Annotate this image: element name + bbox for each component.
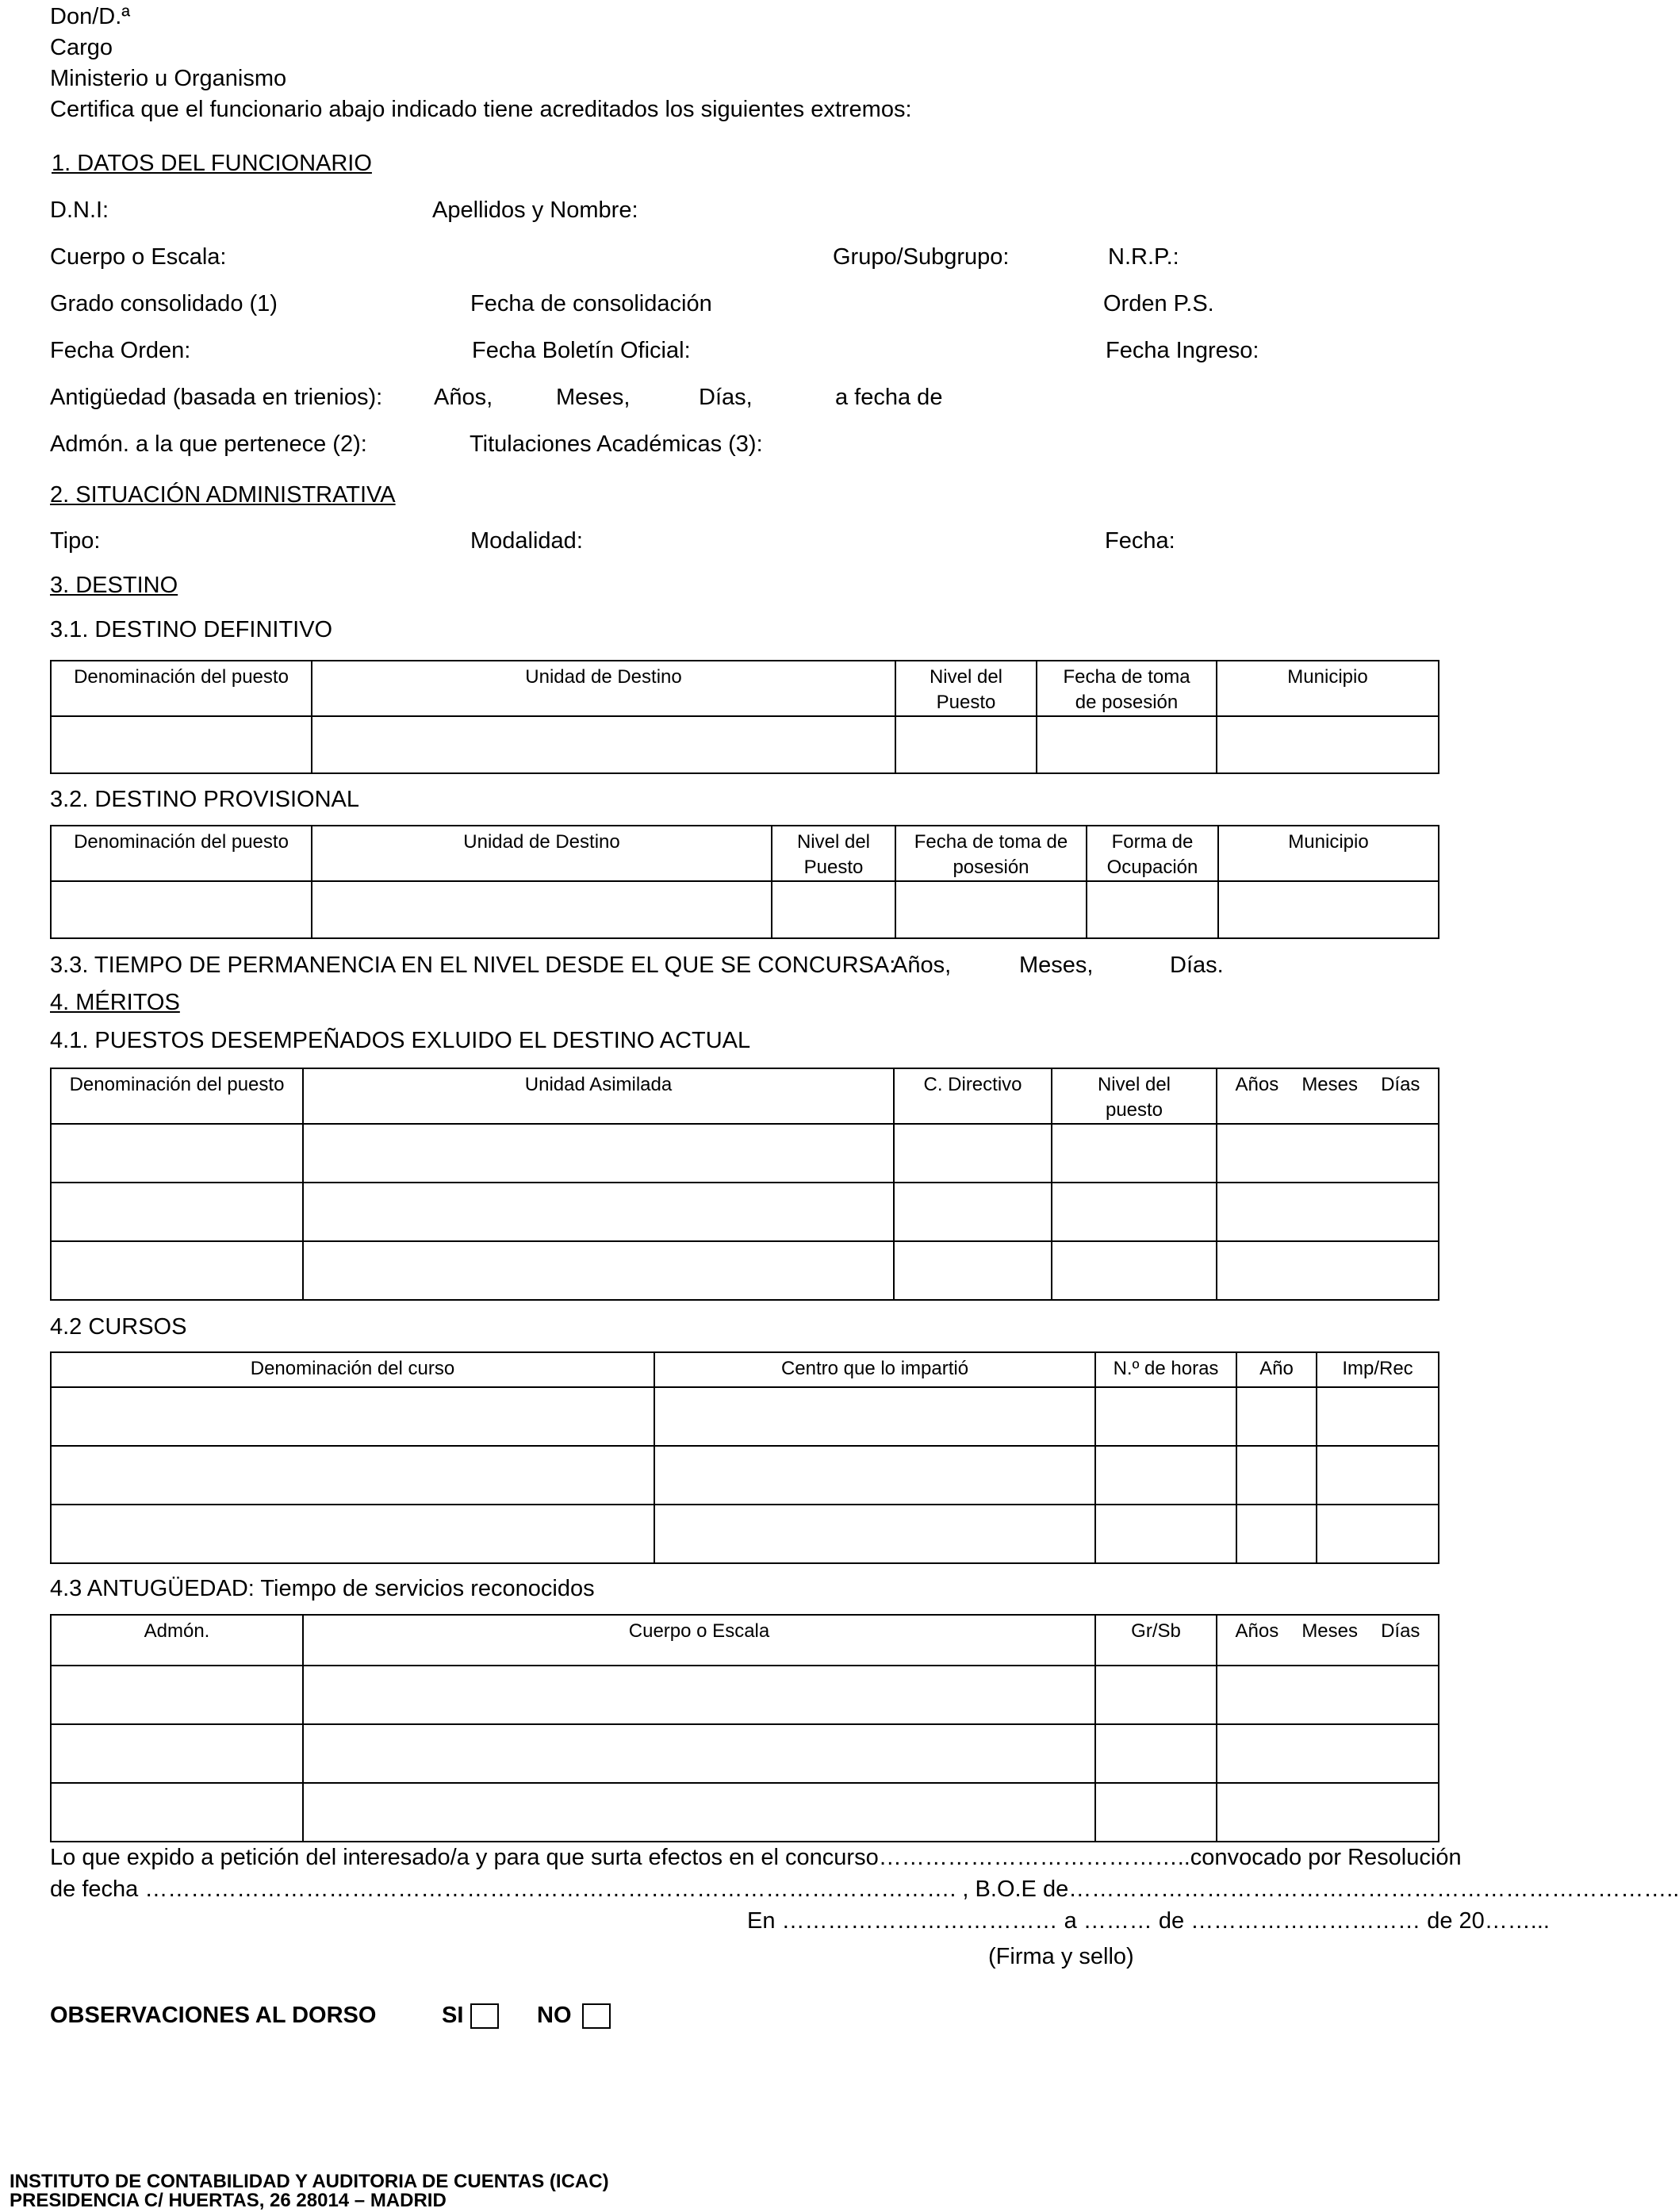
header-cell: Cuerpo o Escala <box>303 1615 1095 1666</box>
header-cell: Nivel del Puesto <box>895 661 1037 716</box>
header-cell: Centro que lo impartió <box>654 1352 1095 1387</box>
header-cell: Años Meses Días <box>1217 1068 1439 1124</box>
section-4-2-title: 4.2 CURSOS <box>50 1314 187 1340</box>
field-orden-ps: Orden P.S. <box>1103 291 1214 316</box>
footer-line-1: INSTITUTO DE CONTABILIDAD Y AUDITORIA DE CUENTAS (ICAC) <box>10 2171 609 2192</box>
header-cell: Unidad Asimilada <box>303 1068 894 1124</box>
field-tipo: Tipo: <box>50 528 101 554</box>
field-fecha-orden: Fecha Orden: <box>50 338 191 363</box>
field-antiguedad-anos: Años, <box>434 385 493 410</box>
closing-line-1: Lo que expido a petición del interesado/a y para que surta efectos en el concurso…………………………………..convocado por Resolución <box>50 1845 1462 1870</box>
table-row <box>51 1446 1439 1505</box>
field-nrp: N.R.P.: <box>1108 244 1179 270</box>
field-antiguedad-dias: Días, <box>699 385 753 410</box>
observaciones-si-checkbox[interactable] <box>470 2003 499 2029</box>
header-cell: Admón. <box>51 1615 303 1666</box>
table-cursos <box>50 1351 1439 1564</box>
observaciones-si-label: SI <box>442 2003 464 2028</box>
header-cell: Años Meses Días <box>1217 1615 1439 1666</box>
table-destino-definitivo <box>50 660 1439 774</box>
table-row <box>51 1241 1439 1300</box>
field-fecha-ingreso: Fecha Ingreso: <box>1106 338 1259 363</box>
header-cell: Nivel del puesto <box>1052 1068 1217 1124</box>
section-1-title: 1. DATOS DEL FUNCIONARIO <box>52 151 372 176</box>
field-fecha-situacion: Fecha: <box>1105 528 1175 554</box>
table-row <box>51 881 1439 938</box>
field-admon: Admón. a la que pertenece (2): <box>50 431 367 457</box>
header-certifica: Certifica que el funcionario abajo indicado tiene acreditados los siguientes extremos: <box>50 97 912 122</box>
table-row <box>51 716 1439 773</box>
field-grupo: Grupo/Subgrupo: <box>833 244 1010 270</box>
header-cell: C. Directivo <box>894 1068 1052 1124</box>
table-row <box>51 1387 1439 1446</box>
header-cell: Nivel del Puesto <box>772 826 895 881</box>
field-a-fecha: a fecha de <box>835 385 943 410</box>
table-row <box>51 1505 1439 1563</box>
field-apellidos: Apellidos y Nombre: <box>432 197 638 223</box>
header-cell: Imp/Rec <box>1317 1352 1439 1387</box>
section-4-1-title: 4.1. PUESTOS DESEMPEÑADOS EXLUIDO EL DESTINO ACTUAL <box>50 1028 751 1053</box>
field-permanencia-dias: Días. <box>1170 953 1224 978</box>
section-3-title: 3. DESTINO <box>50 573 178 598</box>
field-modalidad: Modalidad: <box>470 528 583 554</box>
closing-line-3: En ……………………………… a ……… de ………………………… de 20……... <box>747 1908 1550 1934</box>
field-cuerpo: Cuerpo o Escala: <box>50 244 227 270</box>
header-cell: Denominación del puesto <box>51 661 312 716</box>
section-4-3-title: 4.3 ANTUGÜEDAD: Tiempo de servicios reconocidos <box>50 1576 595 1601</box>
table-destino-provisional <box>50 825 1439 939</box>
field-fecha-consolidacion: Fecha de consolidación <box>470 291 712 316</box>
observaciones-label: OBSERVACIONES AL DORSO <box>50 2003 377 2028</box>
footer-line-2: PRESIDENCIA C/ HUERTAS, 26 28014 – MADRID <box>10 2190 447 2211</box>
field-fecha-boletin: Fecha Boletín Oficial: <box>472 338 691 363</box>
field-antiguedad: Antigüedad (basada en trienios): <box>50 385 383 410</box>
header-cell: Forma de Ocupación <box>1087 826 1218 881</box>
observaciones-no-checkbox[interactable] <box>582 2003 611 2029</box>
header-don: Don/D.ª <box>50 4 130 29</box>
table-row <box>51 1783 1439 1842</box>
field-dni: D.N.I: <box>50 197 109 223</box>
header-cell: Fecha de toma de posesión <box>1037 661 1217 716</box>
header-cell: Unidad de Destino <box>312 826 772 881</box>
header-cell: Municipio <box>1218 826 1439 881</box>
header-cell: Municipio <box>1217 661 1439 716</box>
firma-sello: (Firma y sello) <box>988 1944 1134 1969</box>
field-permanencia-meses: Meses, <box>1019 953 1094 978</box>
table-puestos-desempenados <box>50 1068 1439 1301</box>
table-row <box>51 1724 1439 1783</box>
field-grado: Grado consolidado (1) <box>50 291 278 316</box>
header-cell: Denominación del puesto <box>51 826 312 881</box>
header-cell: Gr/Sb <box>1095 1615 1217 1666</box>
table-row <box>51 1124 1439 1183</box>
table-antiguedad <box>50 1614 1439 1842</box>
closing-line-2: de fecha ……………………………………………………………………………………………. , B.O.E de…………………………………………………………………….. <box>50 1877 1679 1902</box>
section-3-1-title: 3.1. DESTINO DEFINITIVO <box>50 617 333 642</box>
header-cell: Denominación del curso <box>51 1352 654 1387</box>
header-cell: Fecha de toma de posesión <box>895 826 1087 881</box>
field-titulaciones: Titulaciones Académicas (3): <box>470 431 763 457</box>
table-row <box>51 1183 1439 1241</box>
header-cell: Denominación del puesto <box>51 1068 303 1124</box>
observaciones-no-label: NO <box>537 2003 572 2028</box>
section-2-title: 2. SITUACIÓN ADMINISTRATIVA <box>50 482 396 508</box>
header-cell: Año <box>1236 1352 1317 1387</box>
section-3-3-title: 3.3. TIEMPO DE PERMANENCIA EN EL NIVEL DESDE EL QUE SE CONCURSA: <box>50 953 896 978</box>
section-4-title: 4. MÉRITOS <box>50 990 180 1015</box>
header-ministerio: Ministerio u Organismo <box>50 66 287 91</box>
section-3-2-title: 3.2. DESTINO PROVISIONAL <box>50 787 359 812</box>
header-cell: N.º de horas <box>1095 1352 1236 1387</box>
table-row <box>51 1666 1439 1724</box>
field-antiguedad-meses: Meses, <box>556 385 631 410</box>
header-cargo: Cargo <box>50 35 113 60</box>
header-cell: Unidad de Destino <box>312 661 895 716</box>
field-permanencia-anos: Años, <box>892 953 952 978</box>
